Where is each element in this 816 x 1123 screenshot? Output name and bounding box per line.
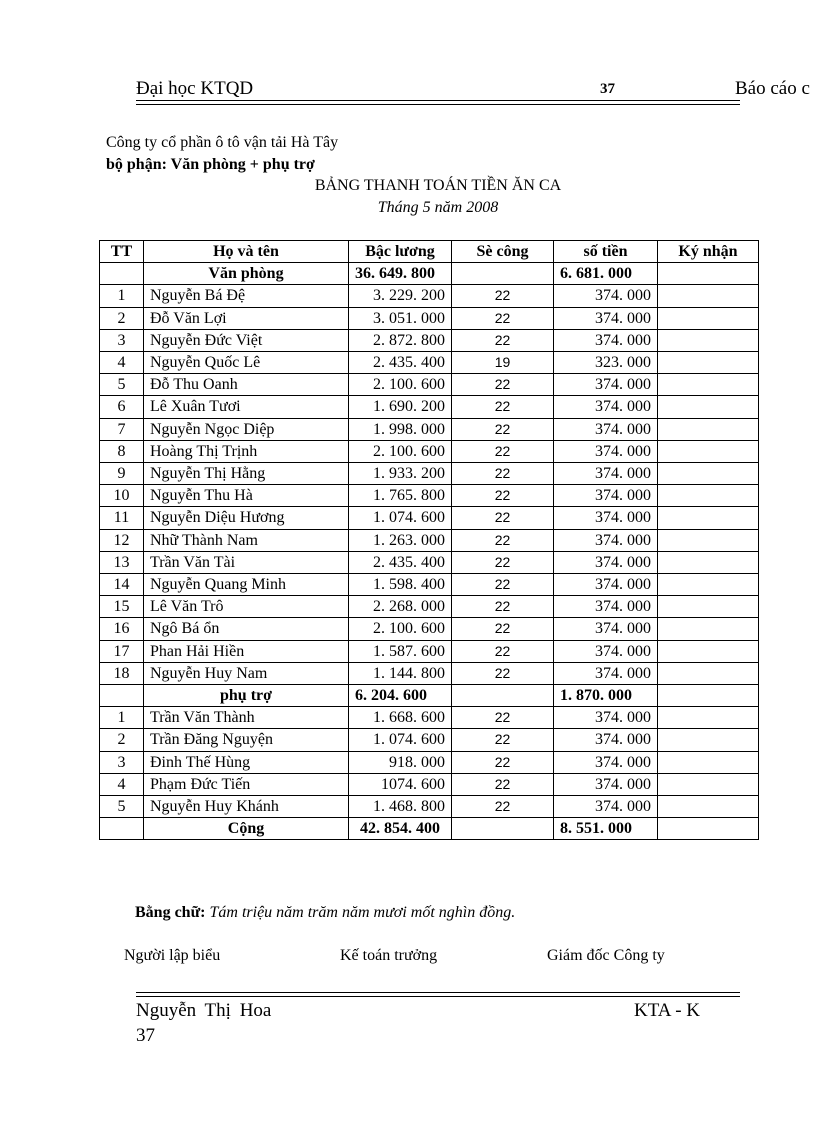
employee-name: Lê Xuân Tươi	[144, 396, 349, 418]
footer-class: KTA - K	[634, 1000, 701, 1021]
amount: 374. 000	[554, 773, 658, 795]
signature-cell	[658, 596, 759, 618]
employee-name: Nguyễn Diệu Hương	[144, 507, 349, 529]
row-number: 13	[100, 551, 144, 573]
signature-cell	[658, 640, 759, 662]
section-salary: 6. 204. 600	[349, 685, 452, 707]
table-row	[100, 352, 759, 374]
employee-name: Lê Văn Trô	[144, 596, 349, 618]
signature-cell	[658, 307, 759, 329]
footer-author: Nguyễn Thị Hoa	[136, 1000, 272, 1021]
document-subtitle: Tháng 5 năm 2008	[377, 199, 499, 216]
row-number: 17	[100, 640, 144, 662]
work-days: 19	[452, 352, 554, 374]
amount: 374. 000	[554, 307, 658, 329]
header-rule-bottom	[136, 104, 740, 105]
signature-cell	[658, 418, 759, 440]
salary-grade: 1. 668. 600	[349, 707, 452, 729]
employee-name: Trần Văn Thành	[144, 707, 349, 729]
amount: 374. 000	[554, 485, 658, 507]
company-name: Công ty cổ phần ô tô vận tải Hà Tây	[106, 134, 339, 151]
work-days: 22	[452, 329, 554, 351]
work-days: 22	[452, 729, 554, 751]
table-row	[100, 374, 759, 396]
salary-grade: 1. 998. 000	[349, 418, 452, 440]
salary-grade: 918. 000	[349, 751, 452, 773]
employee-name: Đỗ Thu Oanh	[144, 374, 349, 396]
section-name: Văn phòng	[144, 263, 349, 285]
amount-in-words-text: Tám triệu năm trăm năm mươi mốt nghìn đồng.	[209, 904, 516, 921]
row-number: 4	[100, 773, 144, 795]
salary-grade: 1. 587. 600	[349, 640, 452, 662]
employee-name: Trần Văn Tài	[144, 551, 349, 573]
amount: 374. 000	[554, 440, 658, 462]
work-days: 22	[452, 507, 554, 529]
employee-name: Đinh Thế Hùng	[144, 751, 349, 773]
section-salary: 36. 649. 800	[349, 263, 452, 285]
salary-grade: 1. 933. 200	[349, 463, 452, 485]
section-name: Cộng	[144, 818, 349, 840]
work-days: 22	[452, 551, 554, 573]
signature-chief-accountant: Kế toán trưởng	[340, 947, 438, 964]
signature-cell	[658, 485, 759, 507]
amount: 374. 000	[554, 707, 658, 729]
row-number: 7	[100, 418, 144, 440]
signature-cell	[658, 463, 759, 485]
salary-grade: 1. 074. 600	[349, 507, 452, 529]
amount: 323. 000	[554, 352, 658, 374]
employee-name: Phạm Đức Tiến	[144, 773, 349, 795]
table-row	[100, 773, 759, 795]
header-report-title: Báo cáo c	[735, 78, 810, 99]
table-row	[100, 707, 759, 729]
employee-name: Nguyễn Quang Minh	[144, 574, 349, 596]
row-number: 18	[100, 662, 144, 684]
amount: 374. 000	[554, 596, 658, 618]
amount: 374. 000	[554, 574, 658, 596]
work-days: 22	[452, 640, 554, 662]
signature-cell	[658, 618, 759, 640]
signature-cell	[658, 329, 759, 351]
signature-cell	[658, 285, 759, 307]
section-row-office	[100, 263, 759, 285]
signature-cell	[658, 751, 759, 773]
work-days: 22	[452, 463, 554, 485]
salary-grade: 2. 435. 400	[349, 352, 452, 374]
work-days: 22	[452, 773, 554, 795]
employee-name: Nguyễn Ngọc Diệp	[144, 418, 349, 440]
amount-in-words-label: Bằng chữ:	[135, 904, 206, 921]
employee-name: Nguyễn Thu Hà	[144, 485, 349, 507]
row-number: 6	[100, 396, 144, 418]
section-amount: 8. 551. 000	[554, 818, 658, 840]
employee-name: Nguyễn Huy Khánh	[144, 796, 349, 818]
table-row	[100, 463, 759, 485]
table-row	[100, 418, 759, 440]
amount: 374. 000	[554, 374, 658, 396]
row-number: 5	[100, 796, 144, 818]
table-row	[100, 551, 759, 573]
amount: 374. 000	[554, 463, 658, 485]
work-days: 22	[452, 396, 554, 418]
employee-name: Nguyễn Đức Việt	[144, 329, 349, 351]
amount: 374. 000	[554, 551, 658, 573]
row-number: 2	[100, 307, 144, 329]
table-row	[100, 662, 759, 684]
amount: 374. 000	[554, 529, 658, 551]
section-row-support	[100, 685, 759, 707]
salary-grade: 1. 690. 200	[349, 396, 452, 418]
column-header-amount: số tiền	[554, 241, 658, 263]
salary-grade: 1. 263. 000	[349, 529, 452, 551]
salary-grade: 1. 144. 800	[349, 662, 452, 684]
signature-cell	[658, 796, 759, 818]
amount: 374. 000	[554, 662, 658, 684]
signature-cell	[658, 662, 759, 684]
table-row	[100, 729, 759, 751]
column-header-days: Sè công	[452, 241, 554, 263]
column-header-salary: Bậc lương	[349, 241, 452, 263]
salary-grade: 2. 872. 800	[349, 329, 452, 351]
signature-cell	[658, 707, 759, 729]
salary-grade: 3. 051. 000	[349, 307, 452, 329]
employee-name: Phan Hải Hiền	[144, 640, 349, 662]
section-salary: 42. 854. 400	[349, 818, 452, 840]
salary-grade: 2. 268. 000	[349, 596, 452, 618]
employee-name: Nguyễn Huy Nam	[144, 662, 349, 684]
table-row	[100, 485, 759, 507]
work-days: 22	[452, 796, 554, 818]
signature-cell	[658, 374, 759, 396]
row-number: 1	[100, 707, 144, 729]
header-rule-top	[136, 100, 740, 101]
amount: 374. 000	[554, 729, 658, 751]
amount: 374. 000	[554, 751, 658, 773]
row-number: 1	[100, 285, 144, 307]
employee-name: Nguyễn Thị Hằng	[144, 463, 349, 485]
table-row	[100, 751, 759, 773]
work-days: 22	[452, 707, 554, 729]
payment-table	[99, 240, 759, 840]
table-row	[100, 440, 759, 462]
header-school: Đại học KTQD	[136, 78, 254, 99]
footer-rule-top	[136, 992, 740, 993]
amount: 374. 000	[554, 285, 658, 307]
employee-name: Nguyễn Bá Đệ	[144, 285, 349, 307]
signature-cell	[658, 440, 759, 462]
table-row	[100, 307, 759, 329]
row-number: 3	[100, 751, 144, 773]
row-number: 3	[100, 329, 144, 351]
amount: 374. 000	[554, 396, 658, 418]
total-row	[100, 818, 759, 840]
table-row	[100, 796, 759, 818]
table-row	[100, 396, 759, 418]
section-amount: 6. 681. 000	[554, 263, 658, 285]
amount: 374. 000	[554, 418, 658, 440]
document-title: BẢNG THANH TOÁN TIỀN ĂN CA	[314, 177, 562, 194]
employee-name: Hoàng Thị Trịnh	[144, 440, 349, 462]
work-days: 22	[452, 662, 554, 684]
salary-grade: 1. 074. 600	[349, 729, 452, 751]
work-days: 22	[452, 485, 554, 507]
signature-cell	[658, 529, 759, 551]
signature-cell	[658, 773, 759, 795]
section-amount: 1. 870. 000	[554, 685, 658, 707]
work-days: 22	[452, 307, 554, 329]
work-days: 22	[452, 374, 554, 396]
employee-name: Đỗ Văn Lợi	[144, 307, 349, 329]
row-number: 11	[100, 507, 144, 529]
column-header-tt: TT	[100, 241, 144, 263]
column-header-name: Họ và tên	[144, 241, 349, 263]
table-row	[100, 596, 759, 618]
signature-cell	[658, 396, 759, 418]
signature-cell	[658, 352, 759, 374]
work-days: 22	[452, 618, 554, 640]
salary-grade: 2. 100. 600	[349, 618, 452, 640]
salary-grade: 3. 229. 200	[349, 285, 452, 307]
amount-in-words	[135, 904, 515, 922]
signature-cell	[658, 507, 759, 529]
row-number: 15	[100, 596, 144, 618]
amount: 374. 000	[554, 618, 658, 640]
signature-preparer: Người lập biểu	[124, 947, 221, 964]
work-days: 22	[452, 529, 554, 551]
salary-grade: 2. 100. 600	[349, 440, 452, 462]
salary-grade: 2. 435. 400	[349, 551, 452, 573]
table-row	[100, 574, 759, 596]
work-days: 22	[452, 574, 554, 596]
row-number: 8	[100, 440, 144, 462]
table-header-row	[100, 241, 759, 263]
header-page-number: 37	[600, 81, 615, 97]
row-number: 10	[100, 485, 144, 507]
row-number: 12	[100, 529, 144, 551]
amount: 374. 000	[554, 507, 658, 529]
signature-cell	[658, 551, 759, 573]
salary-grade: 2. 100. 600	[349, 374, 452, 396]
section-name: phụ trợ	[144, 685, 349, 707]
amount: 374. 000	[554, 796, 658, 818]
row-number: 4	[100, 352, 144, 374]
salary-grade: 1074. 600	[349, 773, 452, 795]
work-days: 22	[452, 418, 554, 440]
table-row	[100, 529, 759, 551]
table-row	[100, 507, 759, 529]
column-header-signature: Ký nhận	[658, 241, 759, 263]
signature-cell	[658, 729, 759, 751]
work-days: 22	[452, 440, 554, 462]
amount: 374. 000	[554, 329, 658, 351]
amount: 374. 000	[554, 640, 658, 662]
table-row	[100, 618, 759, 640]
salary-grade: 1. 765. 800	[349, 485, 452, 507]
row-number: 14	[100, 574, 144, 596]
row-number: 16	[100, 618, 144, 640]
department: bộ phận: Văn phòng + phụ trợ	[106, 156, 315, 173]
work-days: 22	[452, 596, 554, 618]
row-number: 5	[100, 374, 144, 396]
table-row	[100, 329, 759, 351]
signature-director: Giám đốc Công ty	[547, 947, 665, 964]
employee-name: Ngô Bá ổn	[144, 618, 349, 640]
footer-page-number: 37	[136, 1025, 155, 1046]
signature-cell	[658, 574, 759, 596]
row-number: 9	[100, 463, 144, 485]
work-days: 22	[452, 751, 554, 773]
row-number: 2	[100, 729, 144, 751]
employee-name: Trần Đăng Nguyện	[144, 729, 349, 751]
salary-grade: 1. 468. 800	[349, 796, 452, 818]
employee-name: Nguyễn Quốc Lê	[144, 352, 349, 374]
table-row	[100, 640, 759, 662]
footer-rule-bottom	[136, 996, 740, 997]
salary-grade: 1. 598. 400	[349, 574, 452, 596]
work-days: 22	[452, 285, 554, 307]
employee-name: Nhữ Thành Nam	[144, 529, 349, 551]
table-row	[100, 285, 759, 307]
